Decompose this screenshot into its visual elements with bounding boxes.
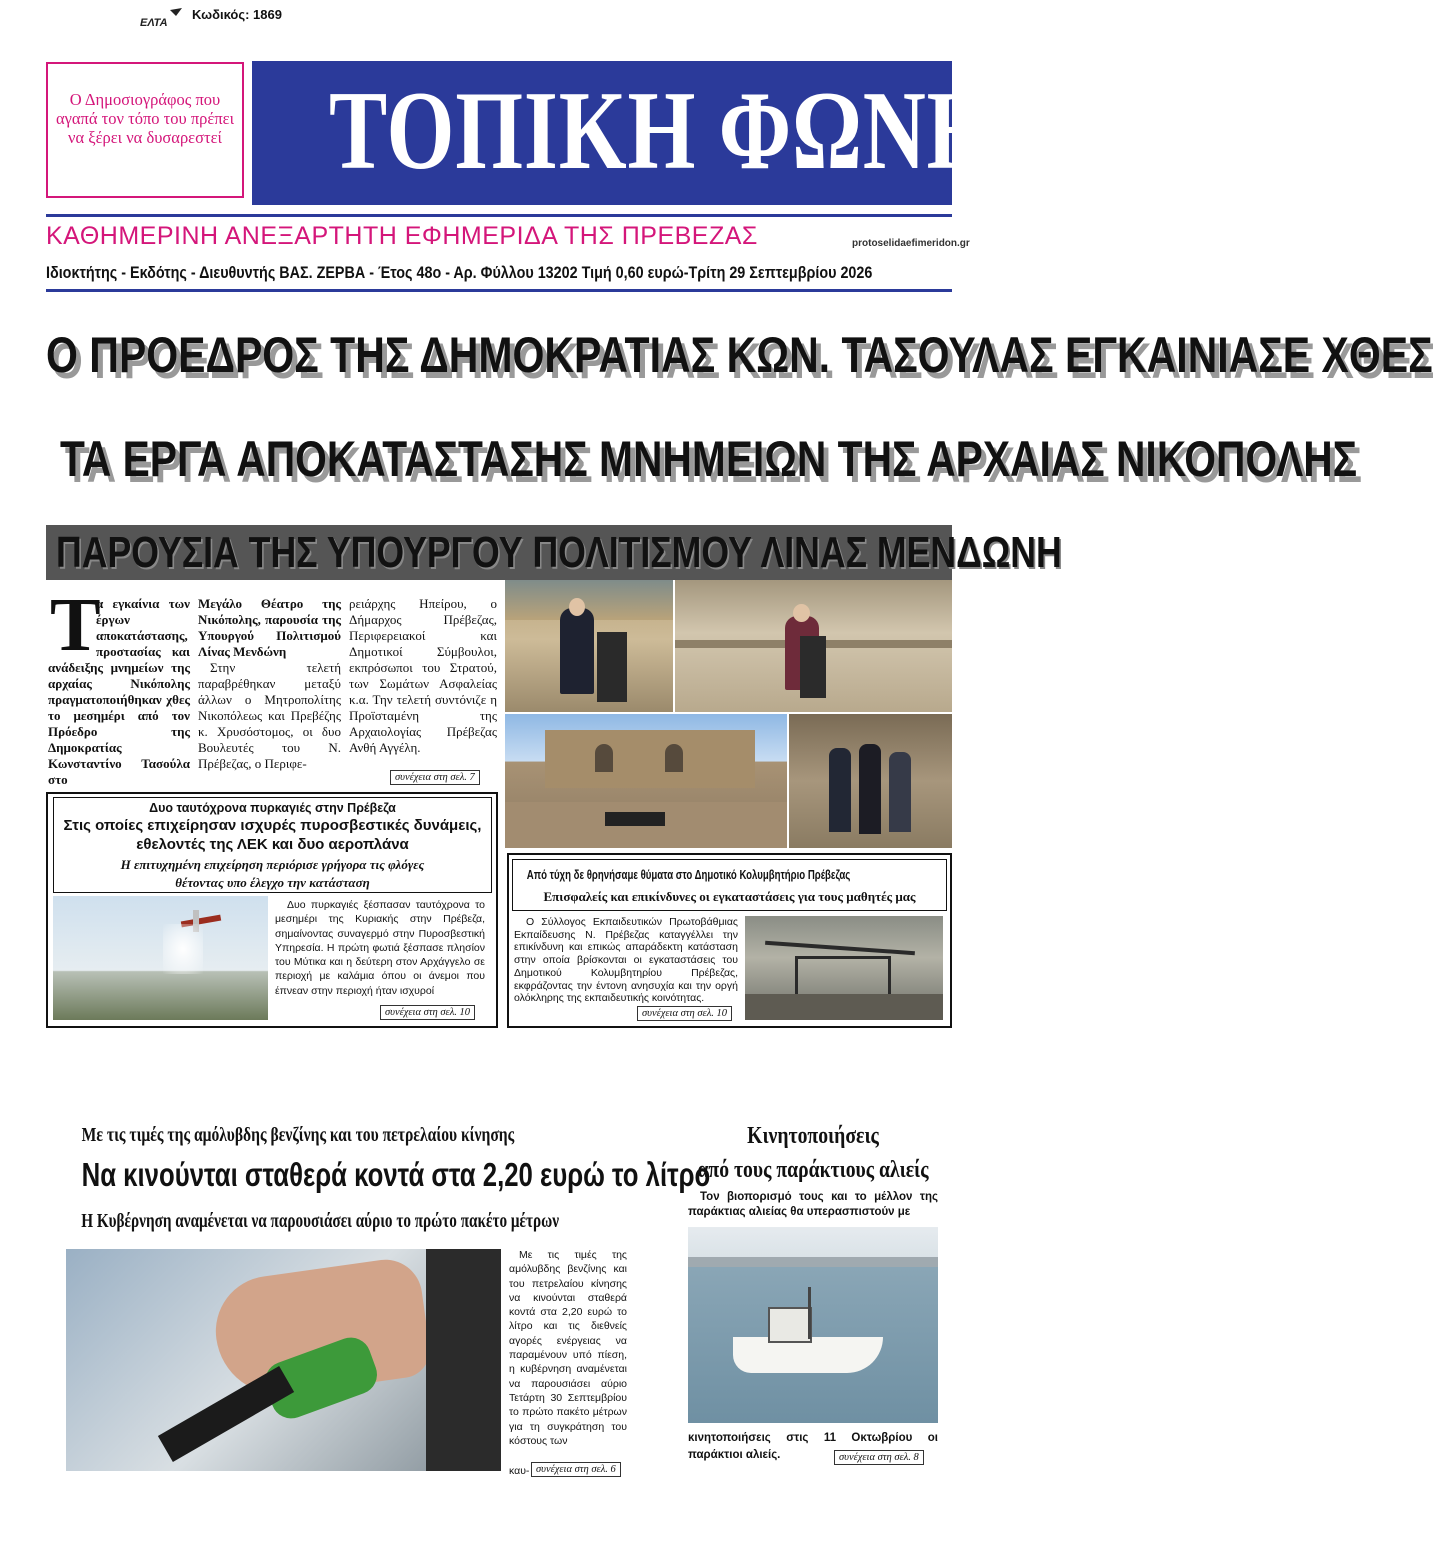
fires-sub-1: Η επιτυχημένη επιχείρηση περιόρισε γρήγορα τις φλόγες: [120, 857, 425, 872]
fuel-body-end: καυ-: [509, 1465, 530, 1477]
fishers-continued: συνέχεια στη σελ. 8: [834, 1450, 924, 1465]
lead-dropcap: Τ: [50, 583, 101, 667]
masthead-title: ΤΟΠΙΚΗ ΦΩΝΗ: [329, 69, 996, 193]
fuel-photo-pump: [66, 1249, 501, 1471]
masthead-subtitle: ΚΑΘΗΜΕΡΙΝΗ ΑΝΕΞΑΡΤΗΤΗ ΕΦΗΜΕΡΙΔΑ ΤΗΣ ΠΡΕΒΕΖΑΣ: [46, 222, 758, 250]
motto-text: Ο Δημοσιογράφος που αγαπά τον τόπο του πρέπει να ξέρει να δυσαρεστεί: [55, 90, 235, 147]
fuel-headline: Να κινούνται σταθερά κοντά στα 2,20 ευρώ το λίτρο: [81, 1156, 711, 1193]
fuel-body: Με τις τιμές της αμόλυβδης βενζίνης και του πετρελαίου κίνησης να κινούνται σταθερά κοντά στα 2,20 ευρώ το λίτρο και τις διεθνείς αγορές ενέργειας να παραμένουν υπό πίεση, η κυβέρνηση αναμένεται να παρουσιάσει αύριο Τετάρτη 30 Σεπτεμβρίου το πρώτο πακέτο μέτρων για τη συγκράτηση του κόστους των: [509, 1249, 627, 1447]
pool-body: Ο Σύλλογος Εκπαιδευτικών Πρωτοβάθμιας Εκπαίδευσης Ν. Πρέβεζας καταγγέλλει την επικίνδυνη και επικώς απαράδεκτη κατάσταση στην οποία βρίσκονται οι εγκαταστάσεις του Δημοτικού Κολυμβητηρίου Πρέβεζας, εκφράζοντας την έντονη ανησυχία και την οργή ολόκληρης της εκπαιδευτικής κοινότητας.: [514, 916, 738, 1005]
lead-photo-officials: [789, 714, 952, 848]
lead-col-1-text: α εγκαίνια των έργων αποκατάστασης, προστασίας και ανάδειξης μνημείων της αρχαίας Νικόπολης πραγματοποιήθηκαν χθες το μεσημέρι από τον Πρόεδρο της Δημοκρατίας Κωνσταντίνο Τασούλα στο: [48, 596, 190, 787]
masthead-info-line: Ιδιοκτήτης - Εκδότης - Διευθυντής ΒΑΣ. ΖΕΡΒΑ - Έτος 48ο - Αρ. Φύλλου 13202 Τιμή 0,60 ευρώ-Τρίτη 29 Σεπτεμβρίου 2026: [46, 264, 873, 282]
lead-photo-president: [505, 580, 673, 712]
fires-headline-1: Στις οποίες επιχείρησαν ισχυρές πυροσβεστικές δυνάμεις,: [63, 817, 482, 834]
fishers-body: κινητοποιήσεις στις 11 Οκτωβρίου οι παράκτιοι αλιείς.: [688, 1432, 938, 1461]
pool-headline: Από τύχη δε θρηνήσαμε θύματα στο Δημοτικό Κολυμβητήριο Πρέβεζας: [526, 867, 851, 882]
lead-col-2-text: Στην τελετή παραβρέθηκαν μεταξύ άλλων ο Μητροπολίτης Νικοπόλεως και Πρεβέζης κ. Χρυσόστομος, οι δυο Βουλευτές του Ν. Πρέβεζας, ο Περιφε-: [198, 660, 341, 771]
elta-logo: [140, 8, 184, 34]
fuel-continued: συνέχεια στη σελ. 6: [531, 1462, 621, 1477]
watermark: protoselidaefimeridon.gr: [852, 238, 970, 249]
lead-photo-theatre: [505, 714, 787, 848]
fishers-intro: Τον βιοπορισμό τους και το μέλλον της παράκτιας αλιείας θα υπερασπιστούν με: [688, 1191, 938, 1218]
lead-col-1: [48, 596, 190, 788]
pool-subhead: Επισφαλείς και επικίνδυνες οι εγκαταστάσεις για τους μαθητές μας: [543, 889, 916, 904]
fires-body: Δυο πυρκαγιές ξέσπασαν ταυτόχρονα το μεσημέρι της Κυριακής στην Πρέβεζα, σημαίνοντας συναγερμό στην Πυροσβεστική Υπηρεσία. Η πρώτη φωτιά ξέσπασε πλησίον του Μύτικα και η δεύτερη στον Αρχάγγελο σε περιοχή με καλάμια όπου οι άνεμοι που έπνεαν στην περιοχή ήταν ισχυροί: [275, 899, 485, 997]
fishers-photo-boat: [688, 1227, 938, 1423]
fires-photo-aircraft: [53, 896, 268, 1020]
svg-text:ΕΛΤΑ: ΕΛΤΑ: [140, 17, 168, 29]
lead-headline-2: ΤΑ ΕΡΓΑ ΑΠΟΚΑΤΑΣΤΑΣΗΣ ΜΝΗΜΕΙΩΝ ΤΗΣ ΑΡΧΑΙΑΣ ΝΙΚΟΠΟΛΗΣ: [60, 431, 1358, 487]
lead-banner: [46, 525, 1062, 580]
fires-continued: συνέχεια στη σελ. 10: [380, 1005, 475, 1020]
lead-col-3-text: ρειάρχης Ηπείρου, ο Δήμαρχος Πρέβεζας, Περιφερειακοί και Δημοτικοί Σύμβουλοι, εκπρόσωποι του Στρατού, των Σωμάτων Ασφαλείας κ.α. Την τελετή συντόνιζε η Προϊσταμένη της Αρχαιολογίας Πρέβεζας Ανθή Αγγέλη.: [349, 596, 497, 755]
lead-col-2: [198, 596, 341, 772]
fuel-kicker: Με τις τιμές της αμόλυβδης βενζίνης και του πετρελαίου κίνησης: [81, 1124, 515, 1146]
masthead-title-block: [252, 61, 996, 205]
fires-kicker: Δυο ταυτόχρονα πυρκαγιές στην Πρέβεζα: [149, 801, 396, 815]
publication-code: Κωδικός: 1869: [192, 7, 282, 22]
lead-banner-text: ΠΑΡΟΥΣΙΑ ΤΗΣ ΥΠΟΥΡΓΟΥ ΠΟΛΙΤΙΣΜΟΥ ΛΙΝΑΣ ΜΕΝΔΩΝΗ: [56, 528, 1062, 577]
lead-continued: συνέχεια στη σελ. 7: [390, 770, 480, 785]
masthead-rule-top: [46, 214, 952, 217]
lead-col-2-bold: Μεγάλο Θέατρο της Νικόπολης, παρουσία της Υπουργού Πολιτισμού Λίνας Μενδώνη: [198, 596, 341, 659]
fires-sub-2: θέτοντας υπο έλεγχο την κατάσταση: [175, 875, 370, 890]
pool-continued: συνέχεια στη σελ. 10: [637, 1006, 732, 1021]
lead-headline-1: Ο ΠΡΟΕΔΡΟΣ ΤΗΣ ΔΗΜΟΚΡΑΤΙΑΣ ΚΩΝ. ΤΑΣΟΥΛΑΣ ΕΓΚΑΙΝΙΑΣΕ ΧΘΕΣ: [46, 327, 1433, 383]
fuel-subhead: Η Κυβέρνηση αναμένεται να παρουσιάσει αύριο το πρώτο πακέτο μέτρων: [81, 1210, 560, 1232]
lead-col-3: [349, 596, 497, 756]
pool-photo: [745, 916, 943, 1020]
masthead-rule-bottom: [46, 289, 952, 292]
motto-box: [46, 62, 244, 198]
fishers-headline-2: από τους παράκτιους αλιείς: [697, 1157, 929, 1183]
fishers-headline-1: Κινητοποιήσεις: [747, 1123, 879, 1149]
lead-photo-minister: [675, 580, 952, 712]
fires-headline-2: εθελοντές της ΛΕΚ και δυο αεροπλάνα: [136, 836, 409, 853]
